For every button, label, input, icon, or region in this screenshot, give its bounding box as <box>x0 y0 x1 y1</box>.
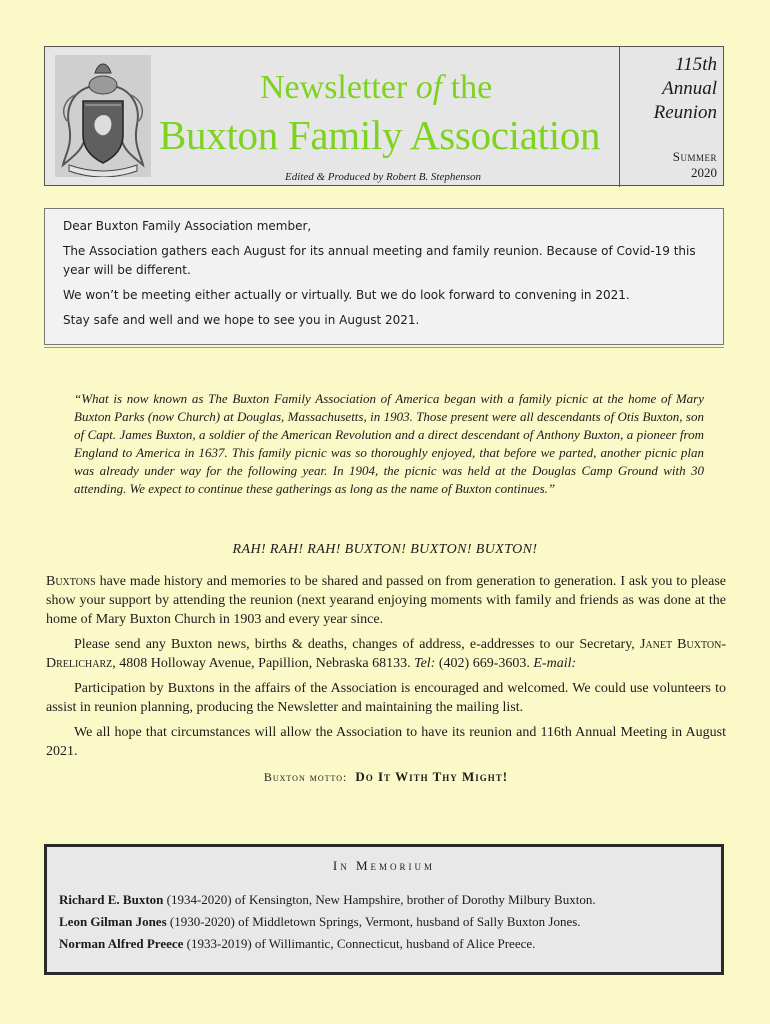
memorium-entry <box>59 933 709 955</box>
reunion-number <box>654 53 717 125</box>
issue-info-box <box>619 47 725 187</box>
issue-season <box>673 149 717 181</box>
newsletter-title-line1 <box>260 69 492 107</box>
body-paragraph-1-text: have made history and memories to be shared and passed on from generation to generation. I ask you to please show your support by attending the reunion (next yearand enjoying moments with family and friends as was done at the home of Mary Buxton Church in 1903 and every year since. <box>46 574 726 627</box>
memorium-name: Norman Alfred Preece <box>59 936 184 951</box>
title-word-of: of <box>415 69 443 106</box>
memorium-detail: (1933-2019) of Willimantic, Connecticut, husband of Alice Preece. <box>183 936 536 951</box>
title-word-newsletter: Newsletter <box>260 69 408 106</box>
covid-notice-box <box>44 208 724 345</box>
title-word-the: the <box>450 69 493 106</box>
body-paragraph-2 <box>46 635 726 673</box>
secretary-intro: Please send any Buxton news, births & deaths, changes of address, e-addresses to our Secretary, <box>74 637 640 652</box>
editor-credit: Edited & Produced by Robert B. Stephenson <box>285 171 482 183</box>
memorium-entry <box>59 911 709 933</box>
season-year: 2020 <box>691 165 717 180</box>
memorium-detail: (1930-2020) of Middletown Springs, Vermont, husband of Sally Buxton Jones. <box>166 914 581 929</box>
memorium-entry <box>59 889 709 911</box>
motto-text: Do It With Thy Might! <box>355 769 509 784</box>
newsletter-body <box>46 572 726 787</box>
memorium-name: Leon Gilman Jones <box>59 914 167 929</box>
notice-paragraph-1: The Association gathers each August for its annual meeting and family reunion. Because of Covid-19 this year will be different. <box>63 244 696 277</box>
history-quote: “What is now known as The Buxton Family Association of America began with a family picnic at the home of Mary Buxton Parks (now Church) at Douglas, Massachusetts, in 1903. Those present were all descendants of Otis Buxton, son of Capt. James Buxton, a soldier of the American Revolution and a direct descendant of Anthony Buxton, a pioneer from England to America in 1637. This family picnic was so thoroughly enjoyed, that before we parted, another picnic plan was already under way for the following year. In 1904, the picnic was held at the Douglas Camp Ground with 30 attending. We expect to continue these gatherings as long as the name of Buxton continues.” <box>74 391 704 496</box>
body-paragraph-1 <box>46 572 726 629</box>
tel-label: Tel: <box>414 656 436 671</box>
tel-number: (402) 669-3603. <box>435 656 534 671</box>
newsletter-title-line2: Buxton Family Association <box>159 112 601 158</box>
reunion-label: Reunion <box>653 102 717 123</box>
body-paragraph-3: Participation by Buxtons in the affairs of the Association is encouraged and welcomed. We could use volunteers to assist in reunion planning, producing the Newsletter and maintaining the mailing list. <box>46 681 726 715</box>
reunion-annual: Annual <box>662 78 717 99</box>
body-lead-word: Buxtons <box>46 574 96 589</box>
notice-paragraph-3: Stay safe and well and we hope to see you in August 2021. <box>63 313 420 327</box>
email-label: E-mail: <box>533 656 577 671</box>
memorium-heading: In Memorium <box>332 858 436 873</box>
memorium-detail: (1934-2020) of Kensington, New Hampshire, brother of Dorothy Milbury Buxton. <box>163 892 596 907</box>
family-crest-image <box>55 55 151 177</box>
notice-paragraph-2: We won’t be meeting either actually or virtually. But we do look forward to convening in 2021. <box>63 288 630 302</box>
reunion-ordinal: 115th <box>675 54 717 75</box>
coat-of-arms-icon <box>55 55 151 177</box>
secretary-name: Janet Buxton-Drelicharz <box>46 637 726 671</box>
body-paragraph-4: We all hope that circumstances will allow the Association to have its reunion and 116th Annual Meeting in August 2021. <box>46 725 726 759</box>
notice-divider <box>44 347 724 348</box>
family-motto <box>46 767 726 787</box>
motto-label: Buxton motto: <box>263 770 348 784</box>
in-memorium-box <box>44 844 724 975</box>
cheer-line: RAH! RAH! RAH! BUXTON! BUXTON! BUXTON! <box>232 542 538 557</box>
secretary-address: , 4808 Holloway Avenue, Papillion, Nebraska 68133. <box>112 656 415 671</box>
notice-greeting: Dear Buxton Family Association member, <box>63 219 312 233</box>
season-label: Summer <box>672 149 717 164</box>
memorium-name: Richard E. Buxton <box>59 892 164 907</box>
masthead <box>44 46 724 186</box>
